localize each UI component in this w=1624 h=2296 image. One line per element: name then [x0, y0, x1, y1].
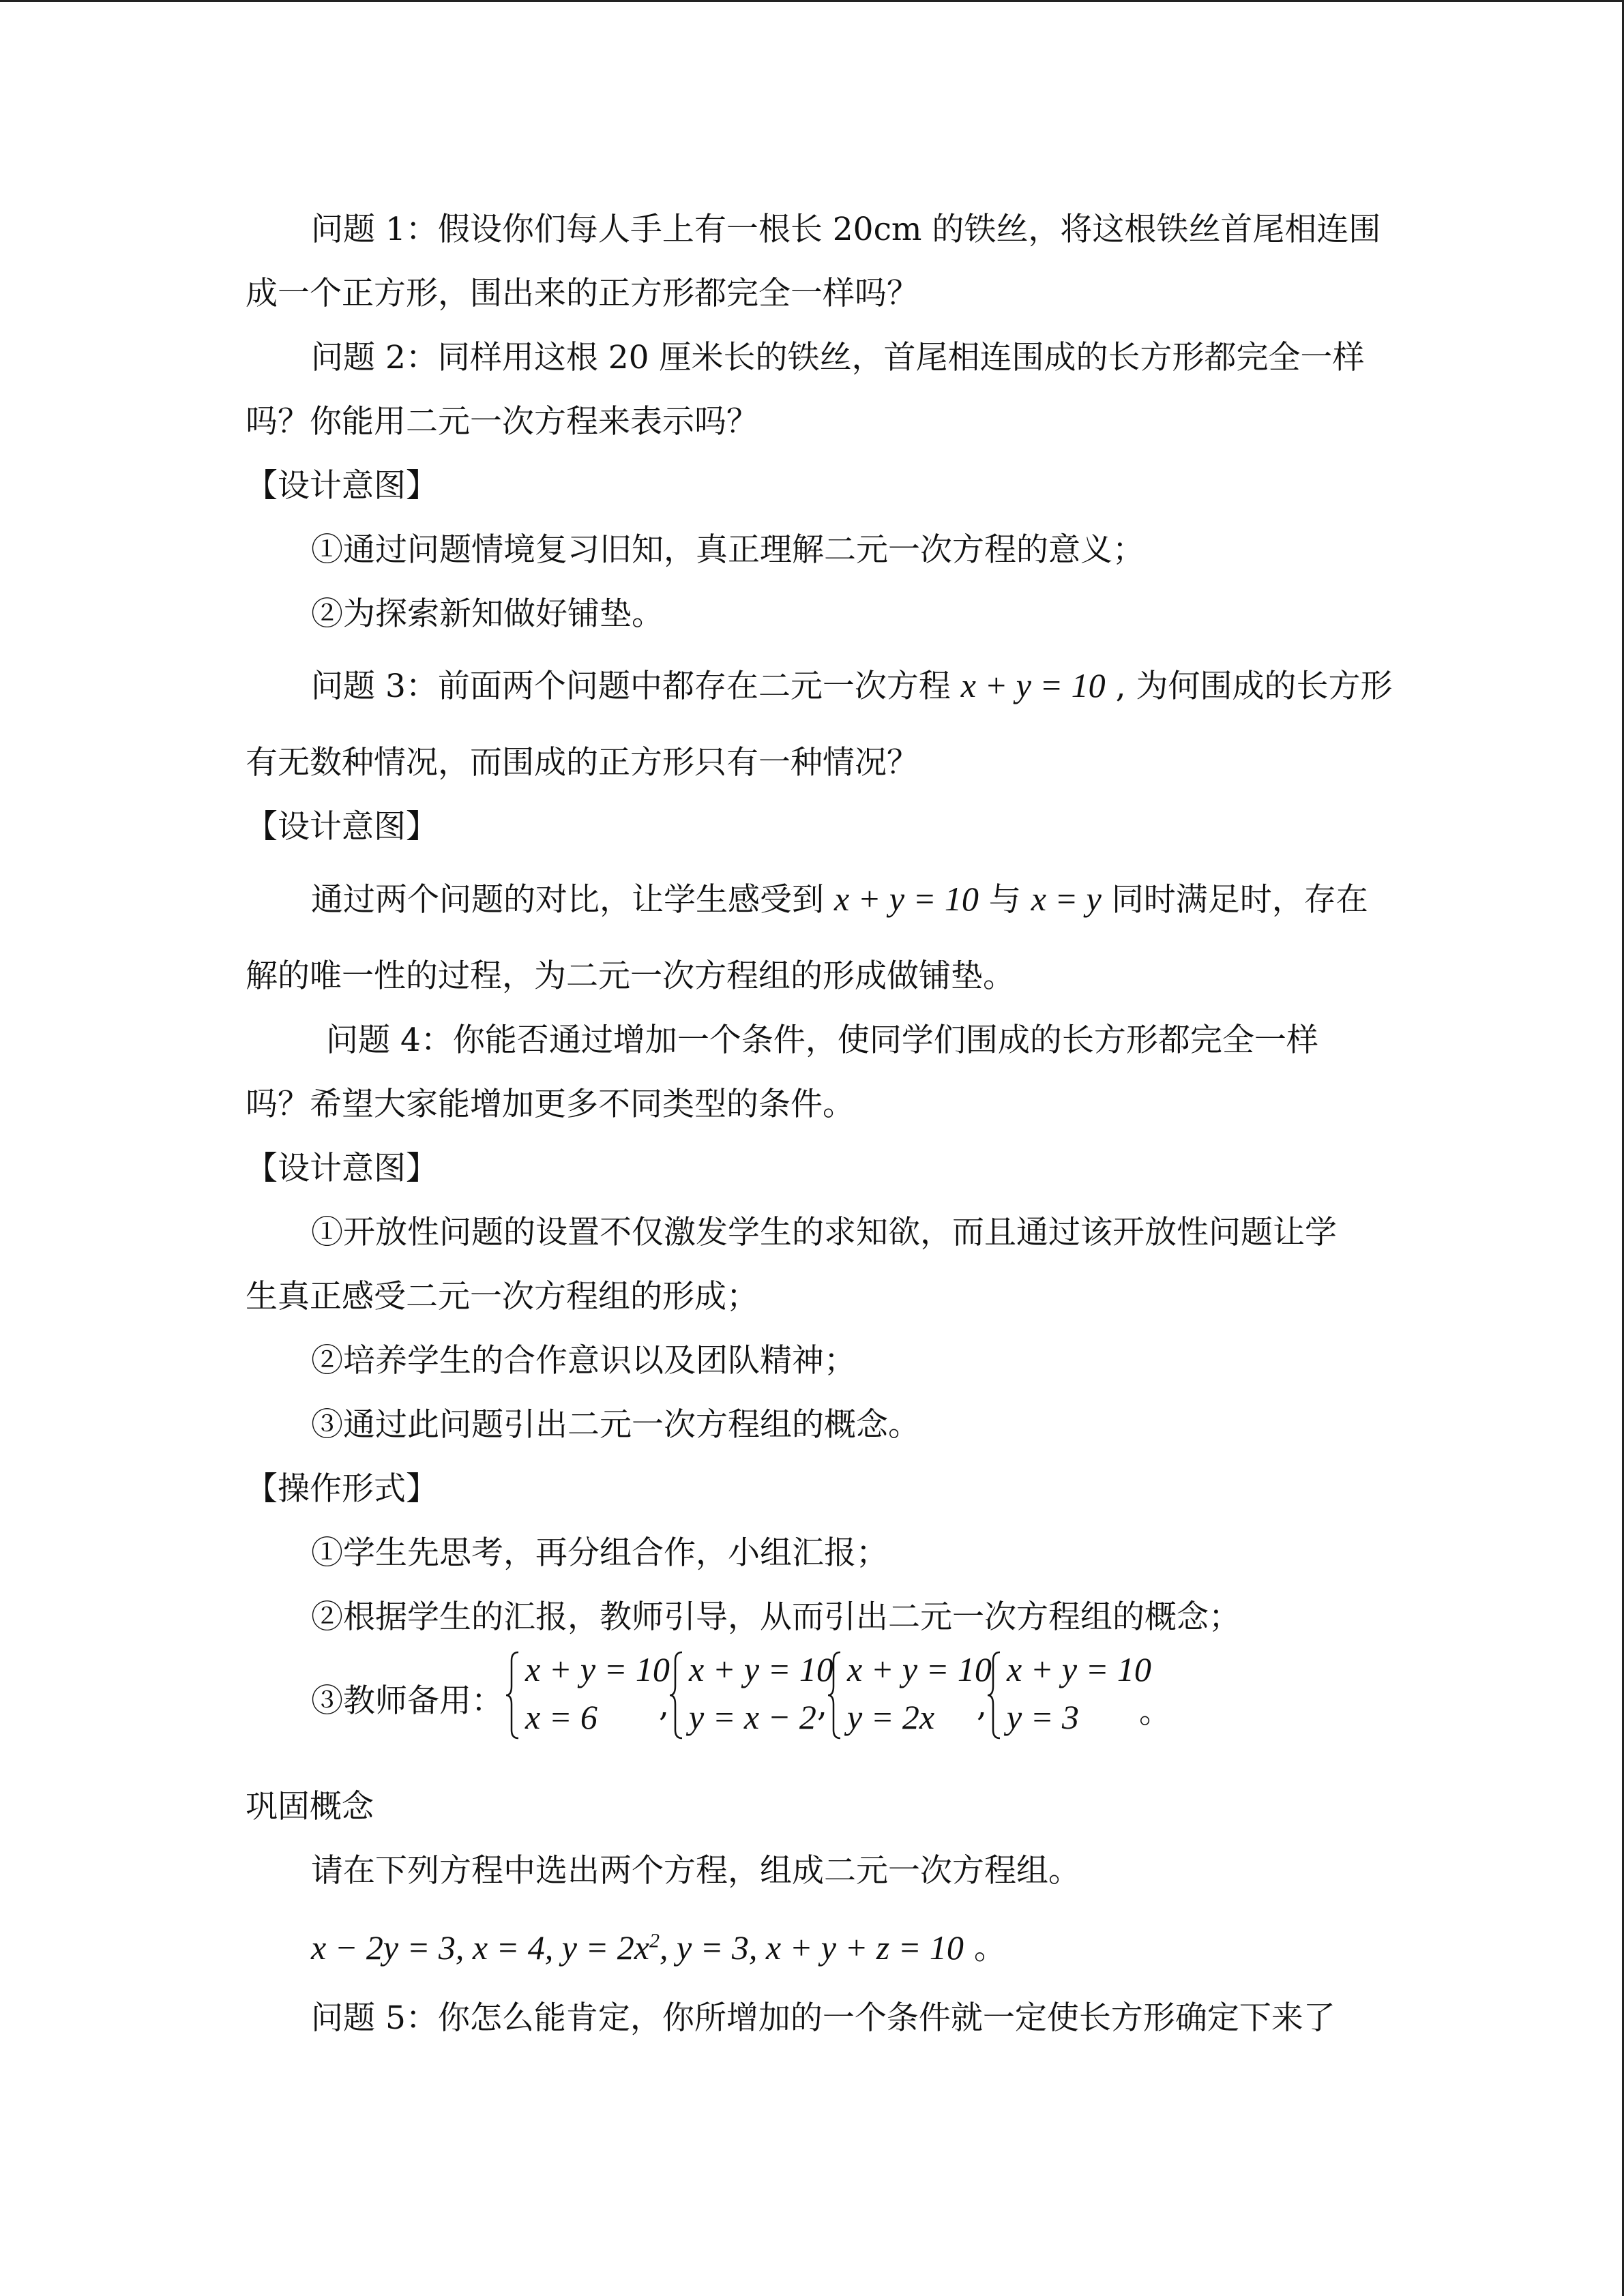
design-intent-2-prefix: 通过两个问题的对比，让学生感受到	[311, 881, 824, 919]
design-intent-2-line-1	[246, 867, 1378, 932]
operation-item-3-label: ③教师备用：	[311, 1682, 503, 1720]
question-3-eq-x: x	[960, 666, 976, 704]
question-2-line-2: 吗？你能用二元一次方程来表示吗？	[246, 403, 758, 441]
design-intent-3-item-1-line-1: ①开放性问题的设置不仅激发学生的求知欲，而且通过该开放性问题让学	[311, 1214, 1337, 1251]
equation-system-1-line-2: x = 6	[525, 1698, 597, 1736]
consolidate-eq-part-1: x − 2y = 3, x = 4, y = 2x	[311, 1928, 649, 1967]
left-brace-icon	[986, 1651, 1003, 1740]
design-intent-1-item-1: ①通过问题情境复习旧知，真正理解二元一次方程的意义；	[311, 531, 1145, 569]
design-intent-heading-3: 【设计意图】	[246, 1150, 438, 1187]
question-3-prefix: 问题 3：前面两个问题中都存在二元一次方程	[311, 668, 951, 705]
question-3-eq-rest: + y = 10	[976, 666, 1106, 704]
consolidate-instruction: 请在下列方程中选出两个方程，组成二元一次方程组。	[311, 1852, 1080, 1890]
left-brace-icon	[505, 1651, 521, 1740]
question-1-line-1: 问题 1：假设你们每人手上有一根长 20cm 的铁丝，将这根铁丝首尾相连围	[311, 211, 1381, 248]
separator-3: ,	[977, 1686, 987, 1724]
question-4-line-1: 问题 4：你能否通过增加一个条件，使同学们围成的长方形都完全一样	[326, 1022, 1318, 1059]
question-3-line-1	[246, 653, 1393, 719]
design-intent-heading-2: 【设计意图】	[246, 808, 438, 846]
operation-heading: 【操作形式】	[246, 1470, 438, 1508]
equation-system-3-line-1: x + y = 10	[847, 1650, 992, 1688]
question-2-line-1: 问题 2：同样用这根 20 厘米长的铁丝，首尾相连围成的长方形都完全一样	[311, 339, 1365, 376]
consolidate-equation-list	[311, 1928, 964, 1967]
question-3-line-2: 有无数种情况，而围成的正方形只有一种情况？	[246, 744, 919, 781]
operation-item-2: ②根据学生的汇报，教师引导，从而引出二元一次方程组的概念；	[311, 1598, 1241, 1636]
design-intent-3-item-1-line-2: 生真正感受二元一次方程组的形成；	[246, 1278, 758, 1315]
end-mark: 。	[1139, 1693, 1171, 1731]
separator-2: ,	[817, 1686, 827, 1724]
operation-item-1: ①学生先思考，再分组合作，小组汇报；	[311, 1534, 888, 1572]
design-intent-3-item-3: ③通过此问题引出二元一次方程组的概念。	[311, 1406, 920, 1444]
equation-system-3-line-2: y = 2x	[847, 1698, 935, 1736]
consolidate-end-mark: 。	[973, 1929, 1006, 1967]
left-brace-icon	[827, 1651, 843, 1740]
left-brace-icon	[668, 1651, 685, 1740]
design-intent-1-item-2: ②为探索新知做好铺垫。	[311, 595, 664, 633]
separator-1: ,	[659, 1686, 669, 1724]
design-intent-2-line-2: 解的唯一性的过程，为二元一次方程组的形成做铺垫。	[246, 957, 1015, 995]
design-intent-2-equation-1: x + y = 10	[833, 880, 979, 918]
equation-system-1-line-1: x + y = 10	[525, 1650, 670, 1688]
equation-system-2-line-2: y = x − 2	[689, 1698, 816, 1736]
question-3-equation	[961, 666, 1106, 704]
equation-system-4-line-2: y = 3	[1007, 1698, 1079, 1736]
question-3-suffix: , 为何围成的长方形	[1115, 668, 1393, 705]
question-4-line-2: 吗？希望大家能增加更多不同类型的条件。	[246, 1086, 855, 1123]
equation-system-4-line-1: x + y = 10	[1007, 1650, 1151, 1688]
question-1-line-2: 成一个正方形，围出来的正方形都完全一样吗？	[246, 275, 919, 312]
equation-system-2-line-1: x + y = 10	[689, 1650, 833, 1688]
design-intent-2-equation-2: x = y	[1031, 880, 1102, 918]
design-intent-2-suffix: 同时满足时，存在	[1111, 881, 1368, 919]
design-intent-3-item-2: ②培养学生的合作意识以及团队精神；	[311, 1342, 856, 1380]
consolidate-heading: 巩固概念	[246, 1788, 374, 1825]
consolidate-eq-part-2: , y = 3, x + y + z = 10	[659, 1928, 964, 1967]
consolidate-eq-sup: 2	[649, 1929, 660, 1952]
consolidate-equations	[246, 1909, 1378, 1981]
design-intent-2-mid: 与	[988, 881, 1021, 919]
design-intent-heading-1: 【设计意图】	[246, 467, 438, 505]
question-5-line-1: 问题 5：你怎么能肯定，你所增加的一个条件就一定使长方形确定下来了	[311, 1999, 1335, 2037]
